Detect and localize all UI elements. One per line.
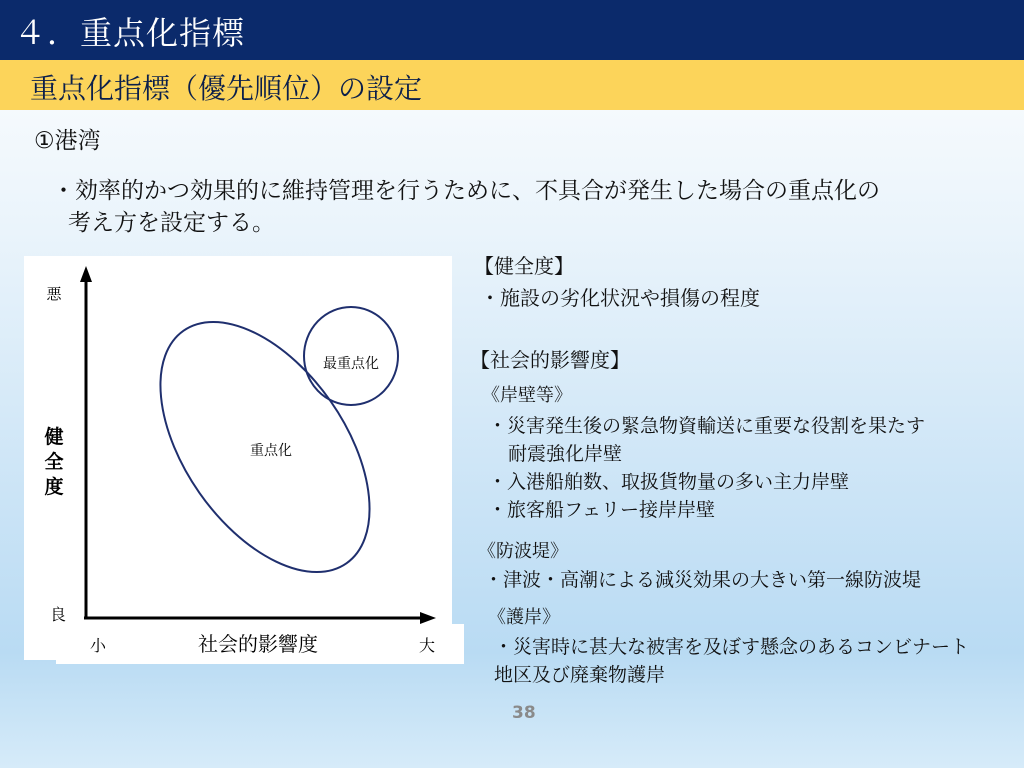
- y-axis-label-3: 度: [44, 476, 64, 498]
- ellipse-top-priority-label: 最重点化: [323, 356, 379, 372]
- page-number: 38: [512, 703, 536, 723]
- x-axis-label: 社会的影響度: [198, 632, 318, 656]
- quay-item-2: 耐震強化岸壁: [508, 443, 623, 465]
- quay-item-4: ・旅客船フェリー接岸岸壁: [488, 499, 716, 521]
- seawall-heading: 《護岸》: [488, 607, 560, 628]
- y-axis-label-1: 健: [44, 426, 64, 448]
- breakwater-heading: 《防波堤》: [478, 541, 568, 562]
- breakwater-item: ・津波・高潮による減災効果の大きい第一線防波堤: [484, 569, 922, 591]
- y-axis-label-2: 全: [44, 451, 64, 473]
- quay-item-3: ・入港船舶数、取扱貨物量の多い主力岸壁: [488, 471, 850, 493]
- impact-heading: 【社会的影響度】: [470, 348, 630, 372]
- intro-line-2: 考え方を設定する。: [68, 210, 275, 236]
- intro-line-1: ・効率的かつ効果的に維持管理を行うために、不具合が発生した場合の重点化の: [52, 178, 880, 204]
- y-axis-top-label: 悪: [46, 285, 62, 303]
- x-axis-arrow-icon: [420, 612, 436, 624]
- seawall-item-1: ・災害時に甚大な被害を及ぼす懸念のあるコンビナート: [494, 636, 970, 658]
- quay-heading: 《岸壁等》: [482, 385, 572, 406]
- y-axis-bottom-label: 良: [49, 605, 67, 624]
- health-heading: 【健全度】: [474, 254, 574, 278]
- x-axis-right-label: 大: [418, 636, 436, 655]
- health-item: ・施設の劣化状況や損傷の程度: [480, 286, 760, 310]
- slide-title: ４．重点化指標: [14, 14, 246, 52]
- y-axis-arrow-icon: [80, 266, 92, 282]
- quay-item-1: ・災害発生後の緊急物資輸送に重要な役割を果たす: [488, 415, 926, 437]
- seawall-item-2: 地区及び廃棄物護岸: [494, 664, 666, 686]
- section-heading: ①港湾: [34, 128, 101, 154]
- slide-subtitle: 重点化指標（優先順位）の設定: [30, 72, 423, 105]
- ellipse-priority-label: 重点化: [250, 443, 292, 459]
- x-axis-left-label: 小: [89, 636, 107, 655]
